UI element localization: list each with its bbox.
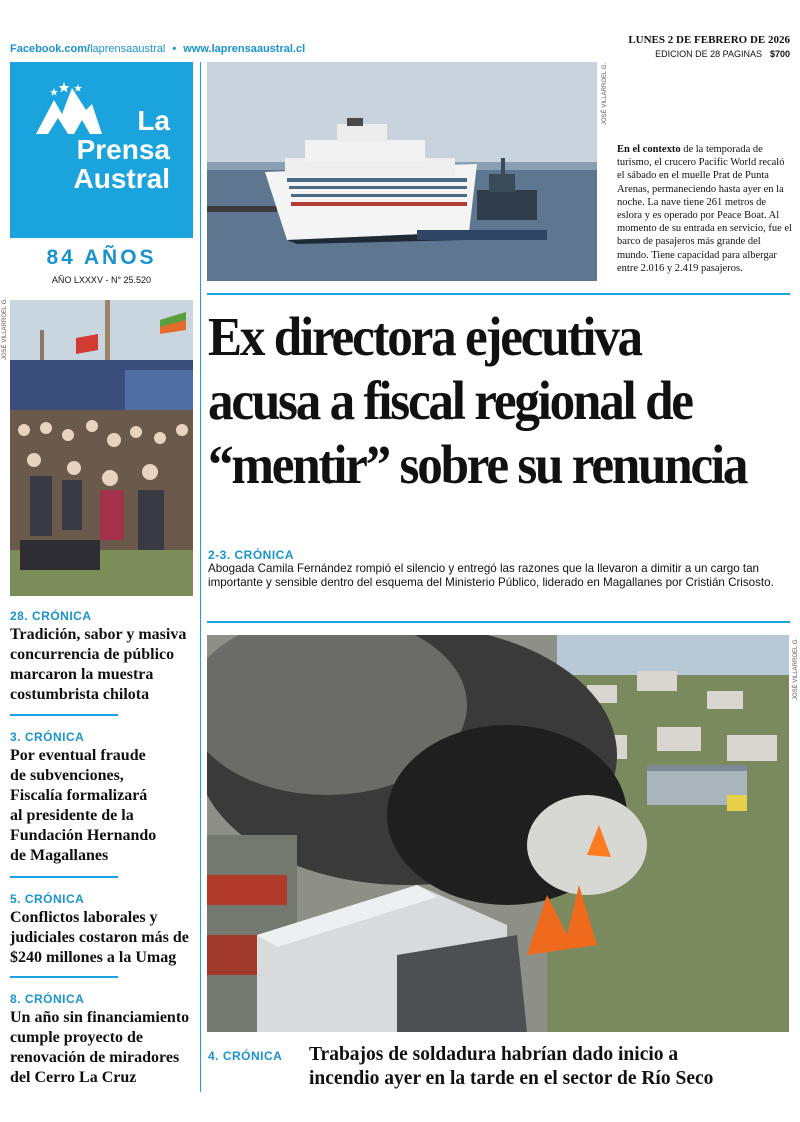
story-4-headline[interactable]: Un año sin financiamiento cumple proyecto de renovación de miradores del Cerro La Cruz: [10, 1009, 190, 1086]
fair-crowd-photo[interactable]: [10, 300, 193, 596]
story-2-headline[interactable]: Por eventual fraude de subvenciones, Fiscalía formalizará al presidente de la Fundación Hernando de Magallanes: [10, 747, 157, 864]
caption-lead: En el contexto: [617, 144, 681, 155]
photo-credit-top: JOSÉ VILLARROEL G.: [602, 62, 608, 125]
logo-word-3: Austral: [73, 163, 170, 194]
story-4-section[interactable]: 8. CRÓNICA: [10, 992, 85, 1006]
story-1-headline[interactable]: Tradición, sabor y masiva concurrencia de público marcaron la muestra costumbrista chilota: [10, 626, 187, 703]
column-divider: [200, 62, 201, 1092]
divider-rule: [10, 714, 118, 716]
story-2-section[interactable]: 3. CRÓNICA: [10, 730, 85, 744]
photo-credit-fire: JOSÉ VILLARROEL G.: [793, 637, 799, 700]
cruise-ship-photo[interactable]: [207, 62, 597, 281]
edition-info: [655, 49, 790, 59]
main-headline[interactable]: Ex directora ejecutiva acusa a fiscal regional de “mentir” sobre su renuncia: [208, 306, 747, 495]
story-3-section[interactable]: 5. CRÓNICA: [10, 892, 85, 906]
section-divider: [207, 293, 790, 295]
photo-credit-left: JOSÉ VILLARROEL G.: [2, 297, 8, 360]
divider-rule: [10, 876, 118, 878]
fire-photo[interactable]: [207, 635, 789, 1032]
issue-number: AÑO LXXXV - N° 25.520: [51, 275, 152, 285]
issue-date: LUNES 2 DE FEBRERO DE 2026: [628, 34, 790, 46]
main-lead: Abogada Camila Fernández rompió el silencio y entregó las razones que la llevaron a dimitir a un cargo tan importante y sensible dentro del esquema del Ministerio Público, liderado en Magallanes por Cristián Crisosto.: [208, 562, 774, 589]
story-1-section[interactable]: 28. CRÓNICA: [10, 609, 92, 623]
anniversary-years: 84 AÑOS: [46, 246, 157, 269]
fire-headline[interactable]: Trabajos de soldadura habrían dado inicio a incendio ayer en la tarde en el sector de Río Seco: [309, 1044, 714, 1089]
ship-caption: [617, 143, 792, 275]
separator-dot: •: [172, 43, 177, 55]
social-links: [10, 43, 305, 55]
caption-body: de la temporada de turismo, el crucero Pacific World recaló el sábado en el muelle Prat de Punta Arenas, permaneciendo hasta ayer en la noche. La nave tiene 261 metros de eslora y es operado por Peace Boat. Al momento de su entrada en servicio, fue el barco de pasajeros más grande del mundo. Tiene capacidad para albergar entre 2.016 y 2.419 pasajeros.: [617, 144, 792, 274]
section-divider: [207, 621, 790, 623]
logo-word-2: Prensa: [76, 134, 170, 165]
logo-word-1: La: [137, 105, 170, 136]
logo-wordmark: [58, 106, 170, 193]
facebook-link[interactable]: Facebook.com/laprensaaustral: [10, 43, 166, 55]
divider-rule: [10, 976, 118, 978]
website-link[interactable]: www.laprensaaustral.cl: [183, 43, 306, 55]
story-3-headline[interactable]: Conflictos laborales y judiciales costaron más de $240 millones a la Umag: [10, 909, 189, 966]
price: $700: [769, 49, 790, 59]
main-section-label[interactable]: 2-3. CRÓNICA: [208, 548, 295, 562]
fire-section-label[interactable]: 4. CRÓNICA: [208, 1049, 283, 1063]
newspaper-logo[interactable]: [10, 62, 193, 238]
edition-pages: EDICION DE 28 PAGINAS: [655, 49, 762, 59]
